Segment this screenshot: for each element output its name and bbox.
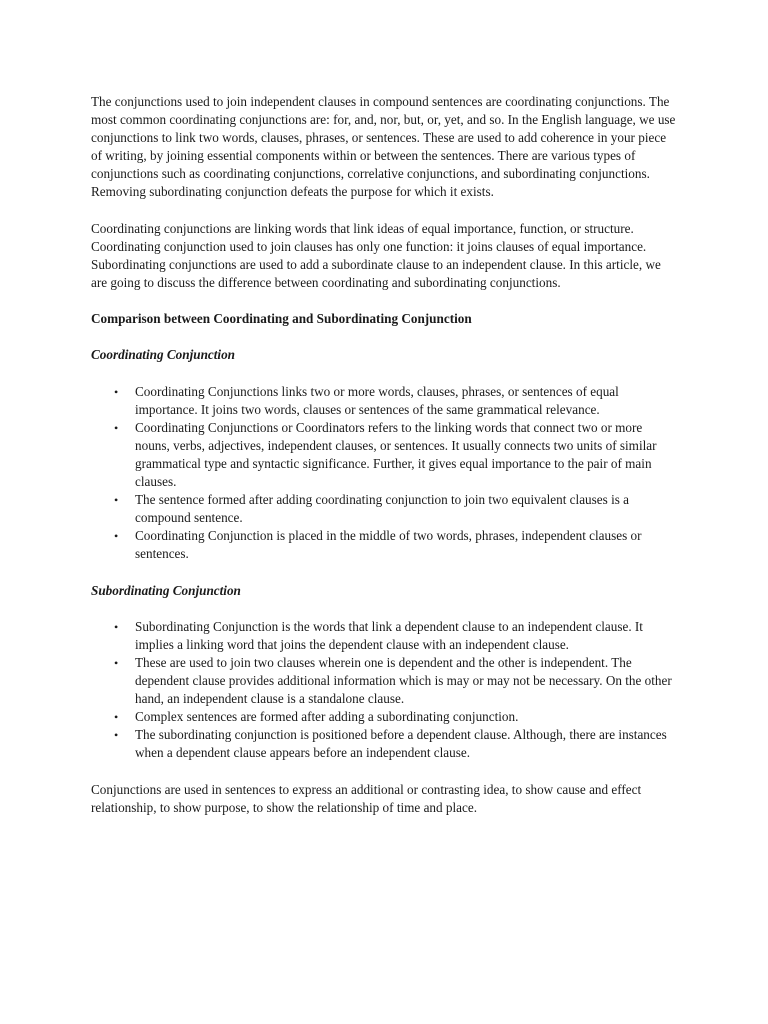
list-item-text: The sentence formed after adding coordinating conjunction to join two equivalent clauses is a compound sentence.	[135, 492, 630, 526]
subordinating-bullet-list	[91, 618, 679, 763]
document-page	[91, 93, 679, 835]
list-item-text: Coordinating Conjunctions links two or more words, clauses, phrases, or sentences of equal importance. It joins two words, clauses or sentences of the same grammatical relevance.	[135, 383, 619, 417]
bullet-icon: •	[114, 710, 119, 725]
list-item-text: The subordinating conjunction is positioned before a dependent clause. Although, there are instances when a dependent clause appears before an independent clause.	[135, 727, 667, 761]
list-item	[114, 491, 679, 527]
coordinating-heading: Coordinating Conjunction	[91, 347, 236, 363]
subordinating-heading: Subordinating Conjunction	[91, 582, 241, 598]
list-item-text: Coordinating Conjunctions or Coordinators refers to the linking words that connect two or more nouns, verbs, adjectives, independent clauses, or sentences. It usually connects two units of similar grammatical type and syntactic significance. Further, it gives equal importance to the pair of main clauses.	[135, 419, 657, 489]
coordinating-bullet-list	[91, 383, 679, 564]
list-item-text: Coordinating Conjunction is placed in the middle of two words, phrases, independent clauses or sentences.	[135, 528, 642, 562]
closing-paragraph: Conjunctions are used in sentences to express an additional or contrasting idea, to show cause and effect relationship, to show purpose, to show the relationship of time and place.	[91, 781, 642, 815]
list-item-text: Complex sentences are formed after adding a subordinating conjunction.	[135, 709, 519, 725]
list-item	[114, 726, 679, 762]
bullet-icon: •	[114, 655, 119, 670]
list-item	[114, 654, 679, 708]
list-item-text: These are used to join two clauses wherein one is dependent and the other is independent. The dependent clause provides additional information which is may or may not be necessary. On the other hand, an independent clause is a standalone clause.	[135, 654, 672, 707]
list-item	[114, 618, 679, 654]
list-item	[114, 383, 679, 419]
list-item-text: Subordinating Conjunction is the words that link a dependent clause to an independent clause. It implies a linking word that joins the dependent clause with an independent clause.	[135, 618, 643, 652]
bullet-icon: •	[114, 420, 119, 435]
list-item	[114, 708, 679, 726]
list-item	[114, 419, 679, 491]
list-item	[114, 527, 679, 563]
bullet-icon: •	[114, 728, 119, 743]
bullet-icon: •	[114, 384, 119, 399]
bullet-icon: •	[114, 529, 119, 544]
bullet-icon: •	[114, 493, 119, 508]
intro-paragraph-1: The conjunctions used to join independent clauses in compound sentences are coordinating conjunctions. The most common coordinating conjunctions are: for, and, nor, but, or, yet, and so. In the English language, we use conjunctions to link two words, clauses, phrases, or sentences. These are used to add coherence in your piece of writing, by joining essential components within or between the sentences. There are various types of conjunctions such as coordinating conjunctions, correlative conjunctions, and subordinating conjunctions. Removing subordinating conjunction defeats the purpose for which it exists.	[91, 94, 676, 200]
bullet-icon: •	[114, 619, 119, 634]
intro-paragraph-2: Coordinating conjunctions are linking words that link ideas of equal importance, function, or structure. Coordinating conjunction used to join clauses has only one function: it joins clauses of equal importance. Subordinating conjunctions are used to add a subordinate clause to an independent clause. In this article, we are going to discuss the difference between coordinating and subordinating conjunctions.	[91, 220, 661, 290]
comparison-heading: Comparison between Coordinating and Subordinating Conjunction	[91, 311, 472, 327]
